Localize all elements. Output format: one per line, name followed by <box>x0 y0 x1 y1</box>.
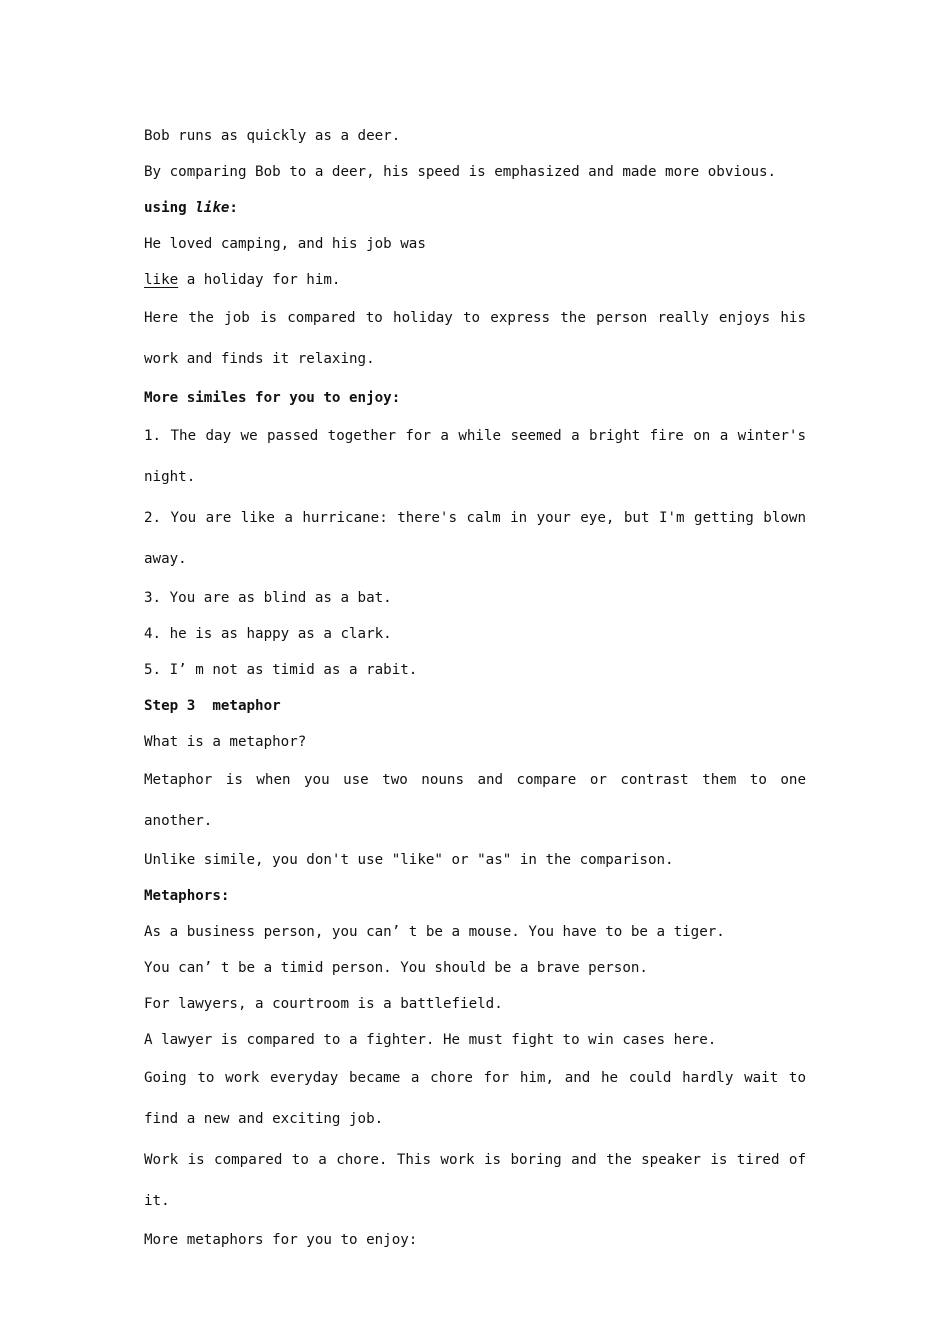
metaphor-chore: Going to work everyday became a chore for him, and he could hardly wait to find a new and exciting job. <box>144 1070 815 1127</box>
paragraph-more-metaphors: More metaphors for you to enjoy: <box>144 1232 418 1248</box>
heading-using-like-prefix: using <box>144 200 196 216</box>
paragraph-loved-camping: He loved camping, and his job was <box>144 236 426 252</box>
heading-step-3-metaphor: Step 3 metaphor <box>144 698 281 714</box>
metaphor-timid-person: You can’ t be a timid person. You should be a brave person. <box>144 960 648 976</box>
heading-metaphors: Metaphors: <box>144 888 230 904</box>
paragraph-metaphor-definition: Metaphor is when you use two nouns and compare or contrast them to one another. <box>144 772 815 829</box>
paragraph-comparing-bob: By comparing Bob to a deer, his speed is emphasized and made more obvious. <box>144 164 777 180</box>
paragraph-like-holiday-rest: a holiday for him. <box>178 272 341 288</box>
document-page <box>144 118 815 1258</box>
heading-using-like <box>144 190 806 226</box>
metaphor-lawyer-fighter: A lawyer is compared to a fighter. He must fight to win cases here. <box>144 1032 717 1048</box>
simile-item-2: 2. You are like a hurricane: there's calm in your eye, but I'm getting blown away. <box>144 510 815 567</box>
simile-item-5: 5. I’ m not as timid as a rabit. <box>144 662 418 678</box>
simile-item-4: 4. he is as happy as a clark. <box>144 626 392 642</box>
metaphor-work-chore: Work is compared to a chore. This work is boring and the speaker is tired of it. <box>144 1152 815 1209</box>
paragraph-bob-deer: Bob runs as quickly as a deer. <box>144 128 401 144</box>
heading-like-word: like <box>195 200 230 216</box>
simile-item-3: 3. You are as blind as a bat. <box>144 590 392 606</box>
metaphor-business-person: As a business person, you can’ t be a mouse. You have to be a tiger. <box>144 924 725 940</box>
heading-more-similes: More similes for you to enjoy: <box>144 390 401 406</box>
simile-item-1: 1. The day we passed together for a while seemed a bright fire on a winter's night. <box>144 428 815 485</box>
paragraph-like-holiday <box>144 262 806 298</box>
paragraph-what-is-metaphor: What is a metaphor? <box>144 734 307 750</box>
metaphor-courtroom: For lawyers, a courtroom is a battlefield. <box>144 996 503 1012</box>
paragraph-job-compared: Here the job is compared to holiday to express the person really enjoys his work and finds it relaxing. <box>144 310 815 367</box>
paragraph-unlike-simile: Unlike simile, you don't use "like" or "as" in the comparison. <box>144 852 674 868</box>
underlined-like: like <box>144 272 179 288</box>
heading-using-like-suffix: : <box>229 200 238 216</box>
